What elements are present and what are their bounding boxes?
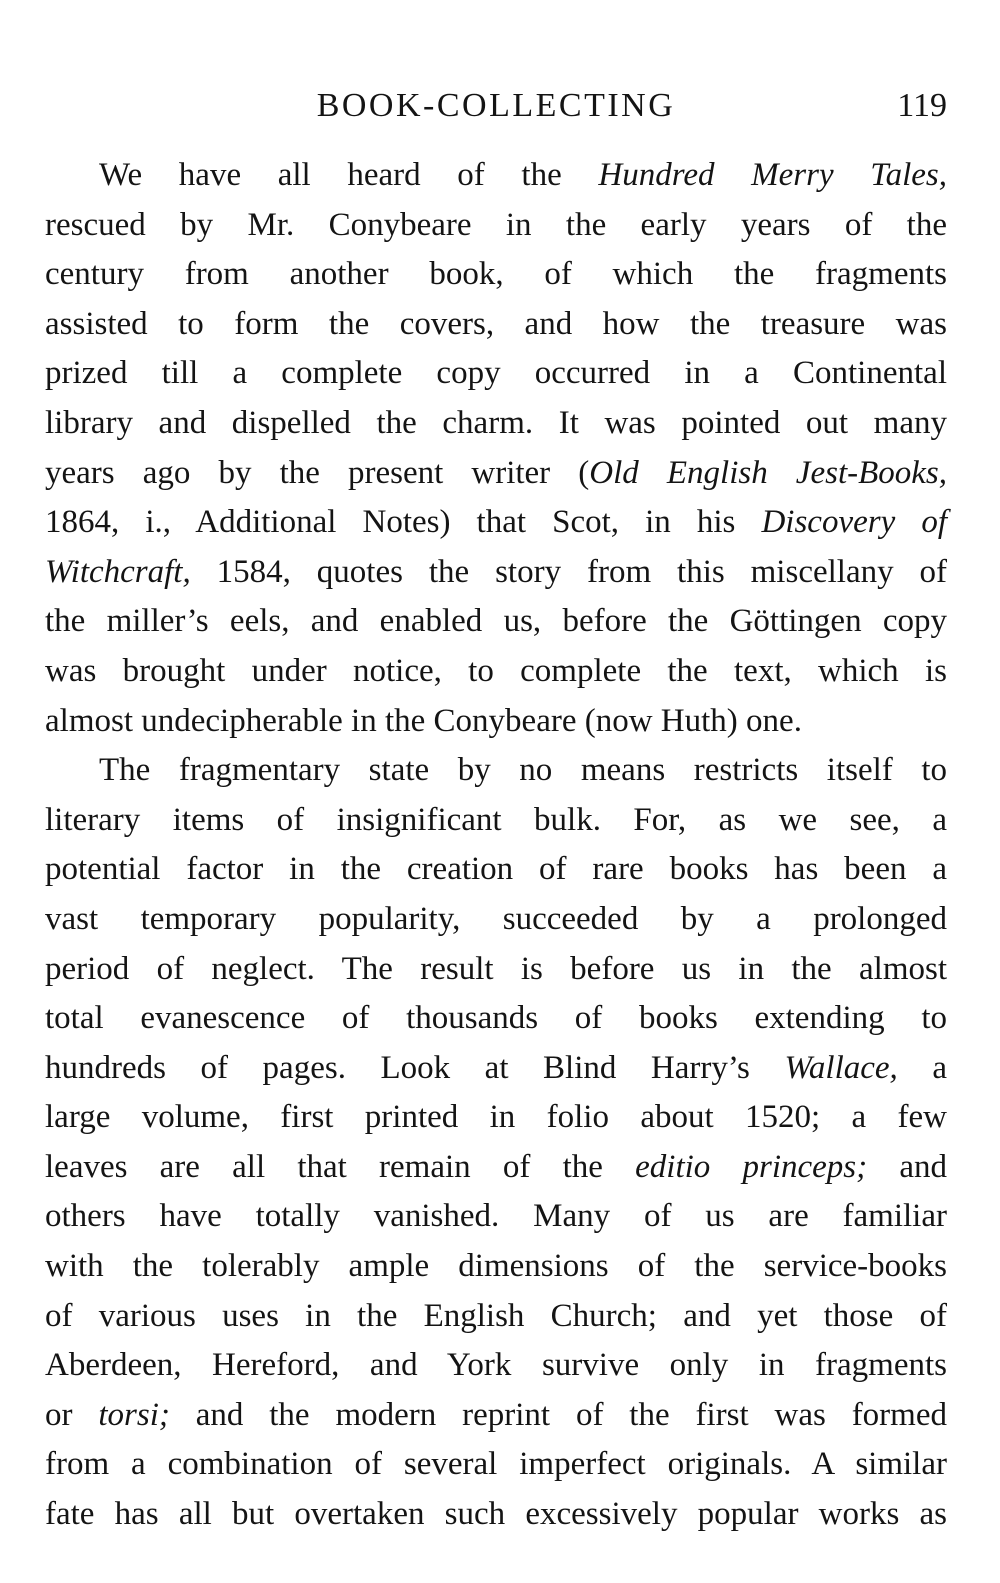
text-segment: literary items of insignificant bulk. For, as we see, a <box>45 801 947 838</box>
italic-text: editio princeps; <box>635 1148 868 1185</box>
text-segment: library and dispelled the charm. It was pointed out many <box>45 404 947 441</box>
text-segment: a <box>897 1049 947 1086</box>
page-number: 119 <box>897 87 947 124</box>
text-segment: or <box>45 1396 99 1433</box>
text-segment: of various uses in the English Church; and yet those of <box>45 1297 947 1334</box>
text-segment: prized till a complete copy occurred in a Continental <box>45 355 947 392</box>
text-line <box>45 1490 947 1540</box>
text-segment: with the tolerably ample dimensions of the service-books <box>45 1248 947 1285</box>
text-segment: vast temporary popularity, succeeded by a prolonged <box>45 900 947 937</box>
text-line <box>45 994 947 1044</box>
text-line <box>45 250 947 300</box>
text-line <box>45 399 947 449</box>
text-segment: rescued by Mr. Conybeare in the early years of the <box>45 206 947 243</box>
text-segment: large volume, first printed in folio about 1520; a few <box>45 1099 947 1136</box>
text-segment: assisted to form the covers, and how the treasure was <box>45 305 947 342</box>
running-title: BOOK-COLLECTING <box>316 87 676 124</box>
text-line <box>45 498 947 548</box>
text-segment: century from another book, of which the fragments <box>45 256 947 293</box>
text-segment: 1584, quotes the story from this miscellany of <box>190 553 947 590</box>
italic-text: Hundred Merry Tales, <box>598 157 947 193</box>
text-segment: from a combination of several imperfect originals. A similar <box>45 1446 947 1483</box>
text-line <box>45 300 947 350</box>
italic-text: Discovery of <box>761 504 947 541</box>
italic-text: torsi; <box>98 1396 170 1433</box>
text-line <box>45 1192 947 1242</box>
text-line <box>45 796 947 846</box>
text-segment: Aberdeen, Hereford, and York survive only in fragments <box>45 1347 947 1384</box>
text-segment: leaves are all that remain of the <box>45 1148 636 1185</box>
text-line <box>45 1093 947 1143</box>
text-line <box>45 1143 947 1193</box>
text-segment: potential factor in the creation of rare books has been a <box>45 851 947 888</box>
text-line <box>45 349 947 399</box>
text-line <box>45 1341 947 1391</box>
text-segment: was brought under notice, to complete the text, which is <box>45 652 947 689</box>
text-line <box>45 201 947 251</box>
text-line <box>45 1391 947 1441</box>
italic-text: Old English Jest-Books, <box>589 454 947 491</box>
text-line <box>45 895 947 945</box>
italic-text: Wallace, <box>784 1049 898 1086</box>
text-line <box>45 151 947 201</box>
text-segment: fate has all but overtaken such excessively popular works as <box>45 1496 947 1533</box>
book-page <box>45 0 947 1583</box>
text-segment: and <box>867 1148 947 1185</box>
text-line <box>45 845 947 895</box>
text-segment: We have all heard of the <box>99 157 599 193</box>
text-segment: almost undecipherable in the Conybeare (now Huth) one. <box>45 702 802 739</box>
body-text <box>45 151 947 1540</box>
text-line <box>45 449 947 499</box>
text-line <box>45 1242 947 1292</box>
text-segment: others have totally vanished. Many of us are familiar <box>45 1198 947 1235</box>
text-line <box>45 1044 947 1094</box>
text-line <box>45 597 947 647</box>
text-line <box>45 697 947 747</box>
text-segment: the miller’s eels, and enabled us, before the Göttingen copy <box>45 603 947 640</box>
text-line <box>45 1292 947 1342</box>
running-head <box>45 84 947 128</box>
text-line <box>45 1440 947 1490</box>
text-segment: hundreds of pages. Look at Blind Harry’s <box>45 1049 785 1086</box>
text-segment: and the modern reprint of the first was formed <box>169 1396 947 1433</box>
italic-text: Witchcraft, <box>45 553 191 590</box>
text-segment: years ago by the present writer ( <box>45 454 590 491</box>
text-segment: The fragmentary state by no means restricts itself to <box>99 752 947 789</box>
text-line <box>45 746 947 796</box>
text-segment: 1864, i., Additional Notes) that Scot, in his <box>45 504 762 541</box>
text-line <box>45 548 947 598</box>
text-segment: total evanescence of thousands of books extending to <box>45 1000 947 1037</box>
text-line <box>45 647 947 697</box>
text-line <box>45 945 947 995</box>
text-segment: period of neglect. The result is before us in the almost <box>45 950 947 987</box>
